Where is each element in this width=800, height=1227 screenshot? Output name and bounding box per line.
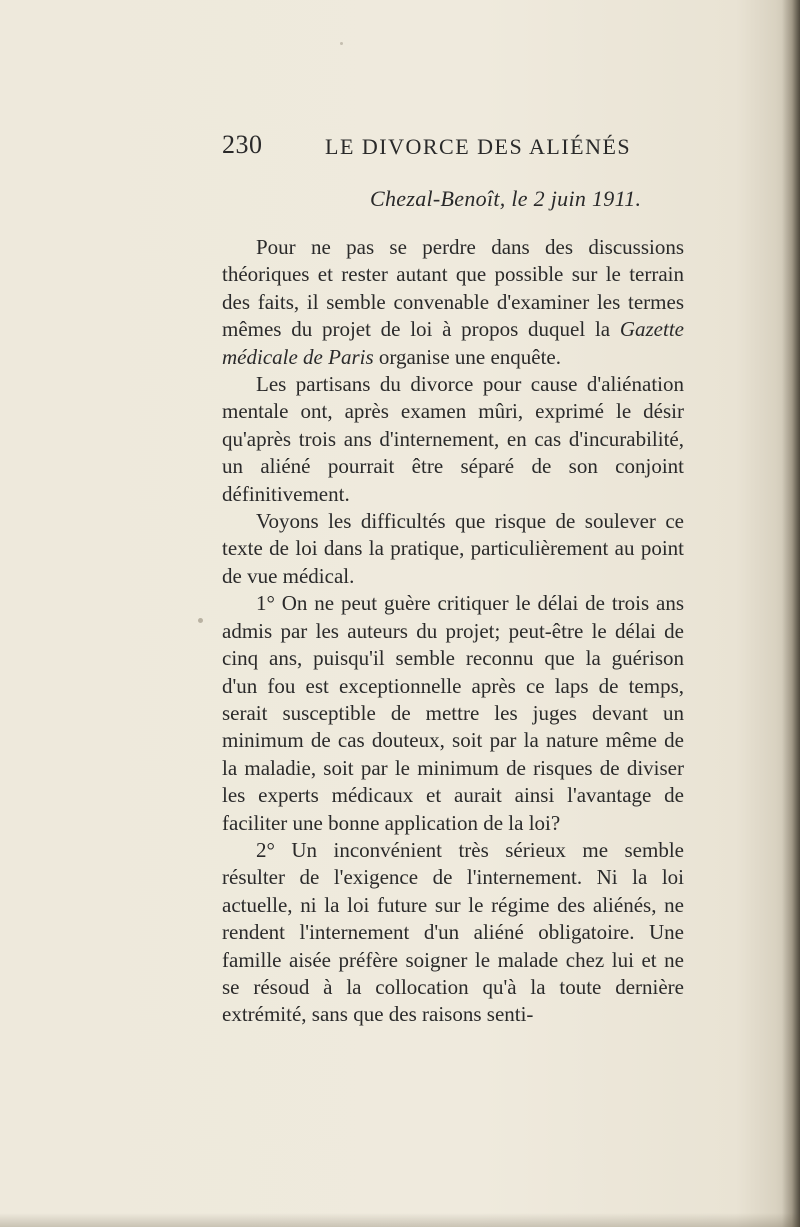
paper-speck [198,618,203,623]
paragraph-4: 1° On ne peut guère critiquer le délai de trois ans admis par les auteurs du projet; peut-être le délai de cinq ans, puisqu'il semble reconnu que la guérison d'un fou est exceptionnelle après ce laps de temps, serait susceptible de mettre les juges devant un minimum de cas douteux, soit par la nature même de la maladie, soit par le minimum de risques de diviser les experts médicaux et aurait ainsi l'avantage de faciliter une bonne application de la loi? [222,591,684,835]
paper-speck [340,42,343,45]
paragraph-1 [222,234,684,371]
body-text [222,234,684,1029]
paragraph-3: Voyons les difficultés que risque de soulever ce texte de loi dans la pratique, particulièrement au point de vue médical. [222,509,684,588]
dateline: Chezal-Benoît, le 2 juin 1911. [370,186,642,211]
paragraph-1-text: Pour ne pas se perdre dans des discussions théoriques et rester autant que possible sur le terrain des faits, il semble convenable d'examiner les termes mêmes du projet de loi à propos duquel la [222,235,684,342]
paragraph-5: 2° Un inconvénient très sérieux me semble résulter de l'exigence de l'internement. Ni la loi actuelle, ni la loi future sur le régime des aliénés, ne rendent l'internement d'un aliéné obligatoire. Une famille aisée préfère soigner le malade chez lui et ne se résoud à la collocation qu'à la toute dernière extrémité, sans que des raisons senti- [222,837,684,1027]
page-bottom-shadow [0,1213,800,1227]
page-header [222,130,682,170]
paragraph-1-end: organise une enquête. [378,344,562,369]
journal-title: Gazette médicale de Paris [222,317,684,369]
page-number: 230 [222,130,263,159]
running-title: LE DIVORCE DES ALIÉNÉS [325,134,632,159]
page-edge-shadow [782,0,800,1227]
paragraph-2: Les partisans du divorce pour cause d'aliénation mentale ont, après examen mûri, exprimé le désir qu'après trois ans d'internement, en cas d'incurabilité, un aliéné pourrait être séparé de son conjoint définitivement. [222,372,684,506]
